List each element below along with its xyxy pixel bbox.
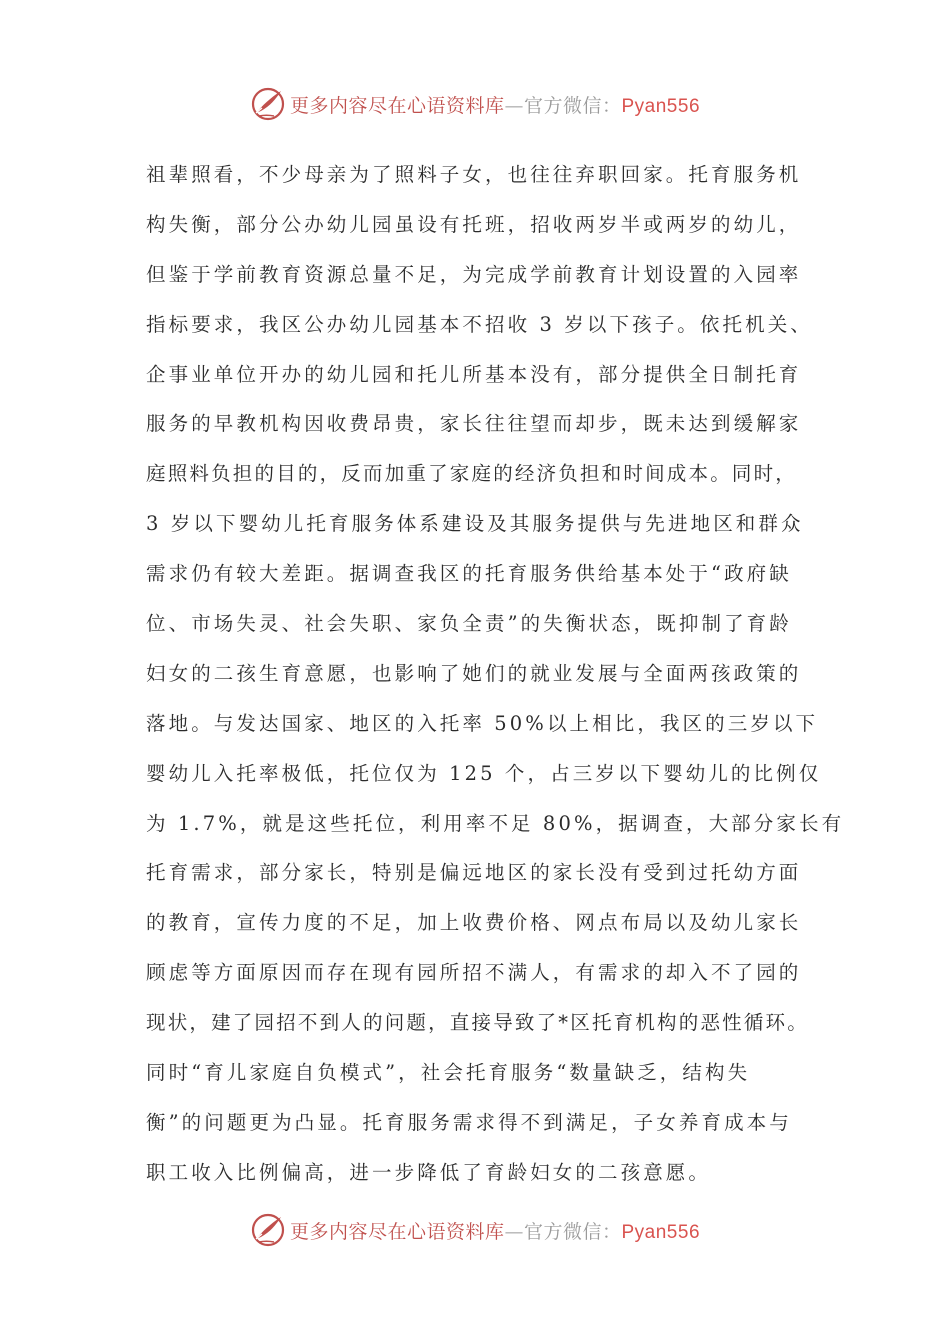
text-line: 顾虑等方面原因而存在现有园所招不满人，有需求的却入不了园的 <box>146 961 802 985</box>
text-line: 需求仍有较大差距。据调查我区的托育服务供给基本处于“政府缺 <box>146 562 792 586</box>
text-line: 企事业单位开办的幼儿园和托儿所基本没有，部分提供全日制托育 <box>146 362 802 386</box>
text-line: 职工收入比例偏高，进一步降低了育龄妇女的二孩意愿。 <box>146 1160 712 1184</box>
text-line: 妇女的二孩生育意愿，也影响了她们的就业发展与全面两孩政策的 <box>146 661 802 685</box>
footer-banner <box>0 1210 950 1250</box>
text-line: 托育需求，部分家长，特别是偏远地区的家长没有受到过托幼方面 <box>146 861 802 885</box>
text-line: 服务的早教机构因收费昂贵，家长往往望而却步，既未达到缓解家 <box>146 412 802 436</box>
text-line: 衡”的问题更为凸显。托育服务需求得不到满足，子女养育成本与 <box>146 1110 792 1134</box>
header-wechat-id: Pyan556 <box>621 95 701 117</box>
quill-pen-logo-icon <box>250 86 286 122</box>
text-line: 但鉴于学前教育资源总量不足，为完成学前教育计划设置的入园率 <box>146 262 802 286</box>
header-separator: — <box>504 94 524 117</box>
header-brand: 更多内容尽在心语资料库 <box>289 94 505 117</box>
footer-text <box>290 1217 700 1244</box>
header-banner <box>0 84 950 124</box>
text-line: 庭照料负担的目的，反而加重了家庭的经济负担和时间成本。同时， <box>146 462 798 486</box>
text-line: 落地。与发达国家、地区的入托率 50%以上相比，我区的三岁以下 <box>146 711 819 735</box>
header-text <box>290 91 700 118</box>
footer-wechat-label: 官方微信： <box>523 1220 622 1243</box>
quill-pen-logo-icon <box>250 1212 286 1248</box>
footer-separator: — <box>504 1220 524 1243</box>
text-line: 位、市场失灵、社会失职、家负全责”的失衡状态，既抑制了育龄 <box>146 612 792 636</box>
text-line: 祖辈照看，不少母亲为了照料子女，也往往弃职回家。托育服务机 <box>146 163 802 186</box>
text-line: 的教育，宣传力度的不足，加上收费价格、网点布局以及幼儿家长 <box>146 911 802 935</box>
header-wechat-label: 官方微信： <box>523 94 622 117</box>
text-line: 同时“育儿家庭自负模式”，社会托育服务“数量缺乏，结构失 <box>146 1061 751 1085</box>
text-line: 婴幼儿入托率极低，托位仅为 125 个，占三岁以下婴幼儿的比例仅 <box>146 761 822 785</box>
footer-brand: 更多内容尽在心语资料库 <box>289 1220 505 1243</box>
text-line: 指标要求，我区公办幼儿园基本不招收 3 岁以下孩子。依托机关、 <box>146 312 813 336</box>
text-line: 构失衡，部分公办幼儿园虽设有托班，招收两岁半或两岁的幼儿， <box>146 212 802 236</box>
text-line: 3 岁以下婴幼儿托育服务体系建设及其服务提供与先进地区和群众 <box>146 512 804 536</box>
footer-wechat-id: Pyan556 <box>621 1221 701 1243</box>
text-line: 为 1.7%，就是这些托位，利用率不足 80%，据调查，大部分家长有 <box>146 811 845 835</box>
document-body <box>146 150 845 1198</box>
text-line: 现状，建了园招不到人的问题，直接导致了*区托育机构的恶性循环。 <box>146 1011 809 1035</box>
